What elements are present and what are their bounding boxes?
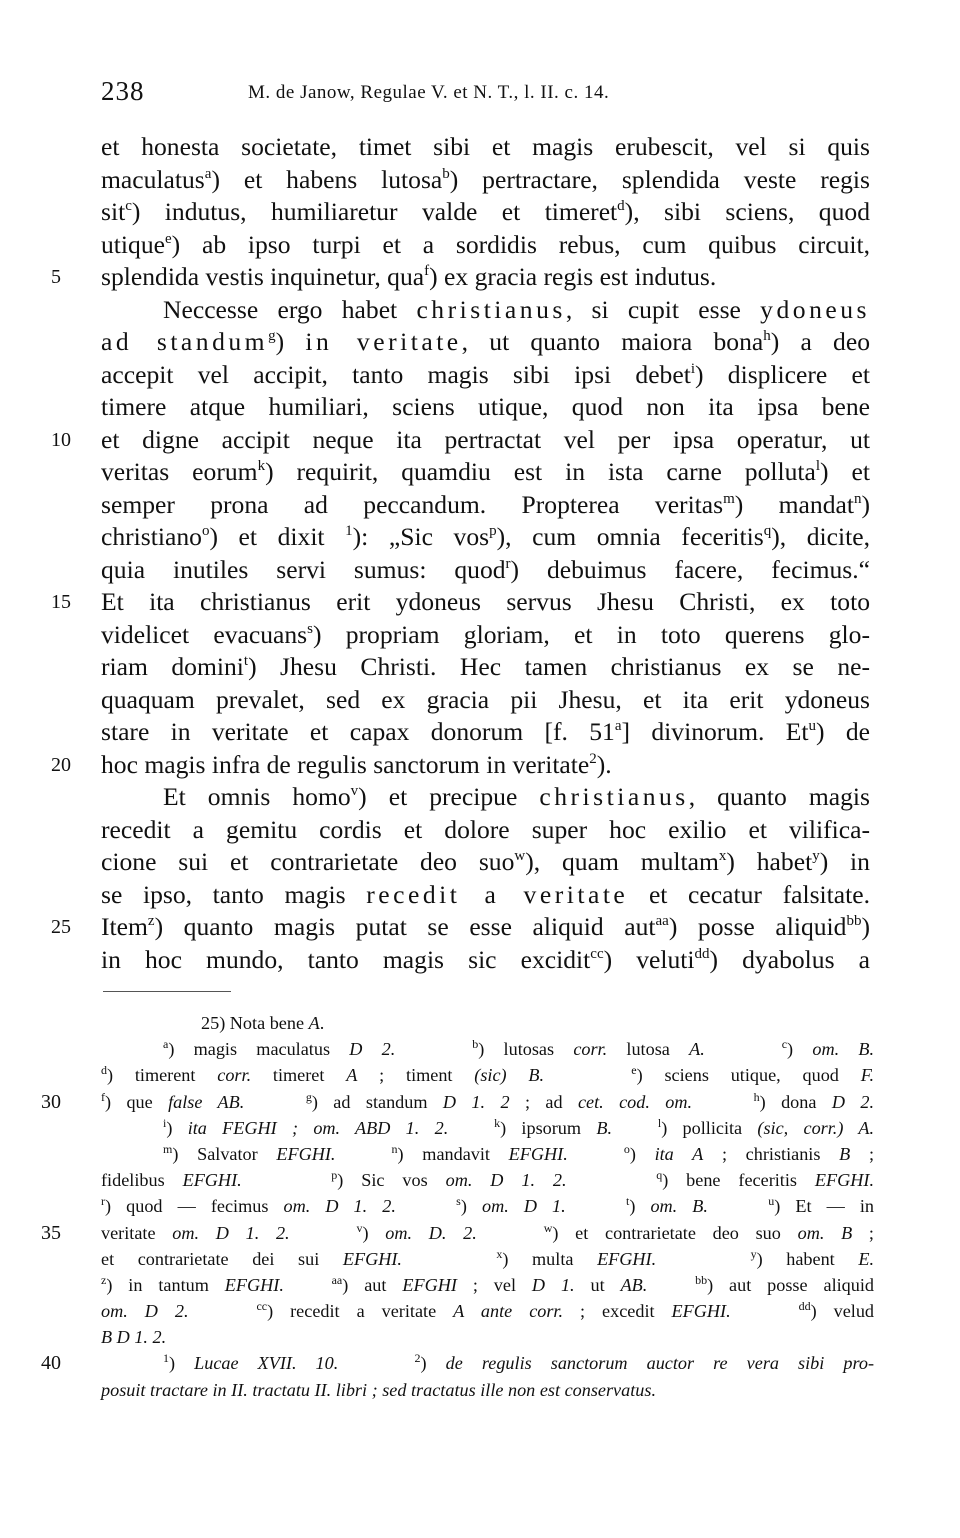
line-text: ad standum$^g$) in veritate, ut quanto maiora bona$^h$) a deo	[101, 327, 870, 356]
footnote-text: om. D 2. $^{cc}$) recedit a veritate A ante corr. ; excedit EFGHI. $^{dd}$) velud	[101, 1299, 875, 1322]
footnote-text: $^z$) in tantum EFGHI. $^{aa}$) aut EFGHI ; vel D 1. ut AB. $^{bb}$) aut posse aliquid	[101, 1272, 875, 1295]
line-text: accepit vel accipit, tanto magis sibi ipsi debet$^i$) displicere et	[101, 359, 870, 389]
text-line	[101, 846, 870, 879]
line-text: stare in veritate et capax donorum [f. 51$^a$] divinorum. Et$^u$) de	[101, 717, 871, 746]
footnote-line	[101, 1272, 874, 1298]
footnote-text: $^r$) quod — fecimus om. D 1. 2. $^s$) om. D 1. $^t$) om. B. $^u$) Et — in	[101, 1194, 875, 1217]
text-line	[101, 651, 870, 684]
footnote-text: fidelibus EFGHI. $^p$) Sic vos om. D 1. 2. $^q$) bene feceritis EFGHI.	[101, 1168, 875, 1191]
footnote-line	[41, 1220, 874, 1246]
text-line	[101, 196, 870, 229]
footnote-line	[101, 1246, 874, 1272]
line-number: 10	[51, 428, 71, 451]
text-line	[101, 814, 870, 847]
footnote-text: posuit tractare in II. tractatu II. libri ; sed tractatus ille non est conservatus.	[101, 1379, 656, 1400]
line-text: Et omnis homo$^v$) et precipue christianus, quanto magis	[163, 782, 870, 811]
footnote-text: $^i$) ita FEGHI ; om. ABD 1. 2. $^k$) ipsorum B. $^l$) pollicita (sic, corr.) A.	[163, 1115, 875, 1138]
text-line	[101, 294, 870, 327]
line-text: se ipso, tanto magis recedit a veritate et cecatur falsitate.	[101, 879, 870, 909]
line-text: splendida vestis inquinetur, qua$^f$) ex gracia regis est indutus.	[101, 262, 717, 291]
line-text: Et ita christianus erit ydoneus servus Jhesu Christi, ex toto	[101, 587, 870, 616]
footnote-line	[41, 1350, 875, 1376]
text-line	[101, 229, 870, 262]
line-text: et digne accipit neque ita pertractat vel per ipsa operatur, ut	[101, 424, 870, 454]
line-text: Item$^z$) quanto magis putat se esse aliquid aut$^{aa}$) posse aliquid$^{bb}$)	[101, 912, 870, 941]
footnote-text: $^m$) Salvator EFGHI. $^n$) mandavit EFGHI. $^o$) ita A ; christianis B ;	[163, 1141, 874, 1164]
footnote-line	[101, 1010, 874, 1036]
line-number: 30	[41, 1090, 61, 1113]
text-line	[101, 391, 870, 424]
text-line	[101, 131, 870, 164]
line-text: videlicet evacuans$^s$) propriam gloriam, et in toto querens glo-	[101, 619, 870, 649]
line-number: 25	[51, 916, 71, 938]
line-number: 40	[41, 1352, 61, 1375]
text-line	[51, 586, 870, 619]
line-number: 5	[51, 266, 61, 288]
line-text: timere atque humiliari, sciens utique, quod non ita ipsa bene	[101, 392, 870, 421]
line-text: maculatus$^a$) et habens lutosa$^b$) pertractare, splendida veste regis	[101, 164, 870, 194]
footnote-text: $^d$) timerent corr. timeret A ; timent (sic) B. $^e$) sciens utique, quod F.	[101, 1063, 874, 1086]
footnote-line	[101, 1298, 874, 1324]
text-line	[101, 879, 870, 912]
text-line	[51, 424, 870, 457]
footnote-text: 25) Nota bene A.	[201, 1013, 325, 1033]
running-header	[101, 76, 881, 116]
footnote-text: $^a$) magis maculatus D 2. $^b$) lutosas corr. lutosa A. $^c$) om. B.	[163, 1037, 875, 1060]
text-line	[51, 749, 870, 782]
text-line	[101, 619, 870, 652]
line-text: in hoc mundo, tanto magis sic excidit$^{cc}$) veluti$^{dd}$) dyabolus a	[101, 944, 870, 974]
line-text: recedit a gemitu cordis et dolore super hoc exilio et vilifica-	[101, 814, 870, 844]
critical-apparatus	[41, 1010, 875, 1403]
line-text: veritas eorum$^k$) requirit, quamdiu est in ista carne polluta$^l$) et	[101, 457, 870, 486]
main-text	[51, 131, 871, 976]
footnote-text: $^f$) que false AB. $^g$) ad standum D 1. 2 ; ad cet. cod. om. $^h$) dona D 2.	[101, 1089, 874, 1112]
text-line	[51, 911, 870, 944]
text-line	[101, 781, 870, 814]
text-line	[101, 716, 870, 749]
page-number: 238	[101, 76, 145, 106]
line-text: semper prona ad peccandum. Propterea veritas$^m$) mandat$^n$)	[101, 489, 870, 519]
line-text: quaquam prevalet, sed ex gracia pii Jhesu, et ita erit ydoneus	[101, 684, 870, 714]
text-line	[101, 326, 870, 359]
footnote-text: veritate om. D 1. 2. $^v$) om. D. 2. $^w$) et contrarietate deo suo om. B ;	[101, 1220, 874, 1243]
line-text: riam domini$^t$) Jhesu Christi. Hec tamen christianus ex se ne-	[101, 652, 870, 681]
text-line	[101, 456, 870, 489]
footnote-line	[101, 1324, 874, 1350]
text-line	[51, 261, 870, 294]
text-line	[101, 489, 870, 522]
footnote-line	[101, 1193, 874, 1219]
text-line	[101, 684, 870, 717]
footnote-line	[101, 1377, 874, 1403]
line-text: sit$^c$) indutus, humiliaretur valde et timeret$^d$), sibi sciens, quod	[101, 197, 870, 226]
footnote-text: B D 1. 2.	[101, 1327, 167, 1348]
footnote-line	[41, 1089, 874, 1115]
footnote-line	[101, 1036, 874, 1062]
text-line	[101, 944, 870, 977]
footnote-text: $^1$) Lucae XVII. 10. $^2$) de regulis sanctorum auctor re vera sibi pro-	[163, 1351, 875, 1374]
line-number: 35	[41, 1221, 61, 1244]
text-line	[101, 164, 870, 197]
footnote-line	[101, 1141, 874, 1167]
footnote-separator	[103, 991, 231, 992]
footnote-line	[101, 1167, 874, 1193]
text-line	[101, 554, 870, 587]
footnote-text: et contrarietate dei sui EFGHI. $^x$) multa EFGHI. $^y$) habent E.	[101, 1246, 874, 1269]
footnote-line	[101, 1115, 874, 1141]
running-head: M. de Janow, Regulae V. et N. T., l. II. c. 14.	[248, 82, 610, 103]
line-text: utique$^e$) ab ipso turpi et a sordidis rebus, cum quibus circuit,	[101, 229, 870, 259]
line-text: hoc magis infra de regulis sanctorum in veritate$^2$).	[101, 749, 612, 779]
line-number: 20	[51, 753, 71, 776]
footnote-line	[101, 1062, 874, 1088]
line-text: quia inutiles servi sumus: quod$^r$) debuimus facere, fecimus.“	[101, 554, 870, 584]
line-number: 15	[51, 591, 71, 613]
text-line	[101, 359, 870, 392]
line-text: Neccesse ergo habet christianus, si cupit esse ydoneus	[163, 294, 870, 324]
text-line	[101, 521, 870, 554]
line-text: cione sui et contrarietate deo suo$^w$), quam multam$^x$) habet$^y$) in	[101, 847, 870, 876]
line-text: et honesta societate, timet sibi et magis erubescit, vel si quis	[101, 132, 870, 161]
line-text: christiano$^o$) et dixit $^1$): „Sic vos$^p$), cum omnia feceritis$^q$), dicite,	[101, 522, 870, 551]
